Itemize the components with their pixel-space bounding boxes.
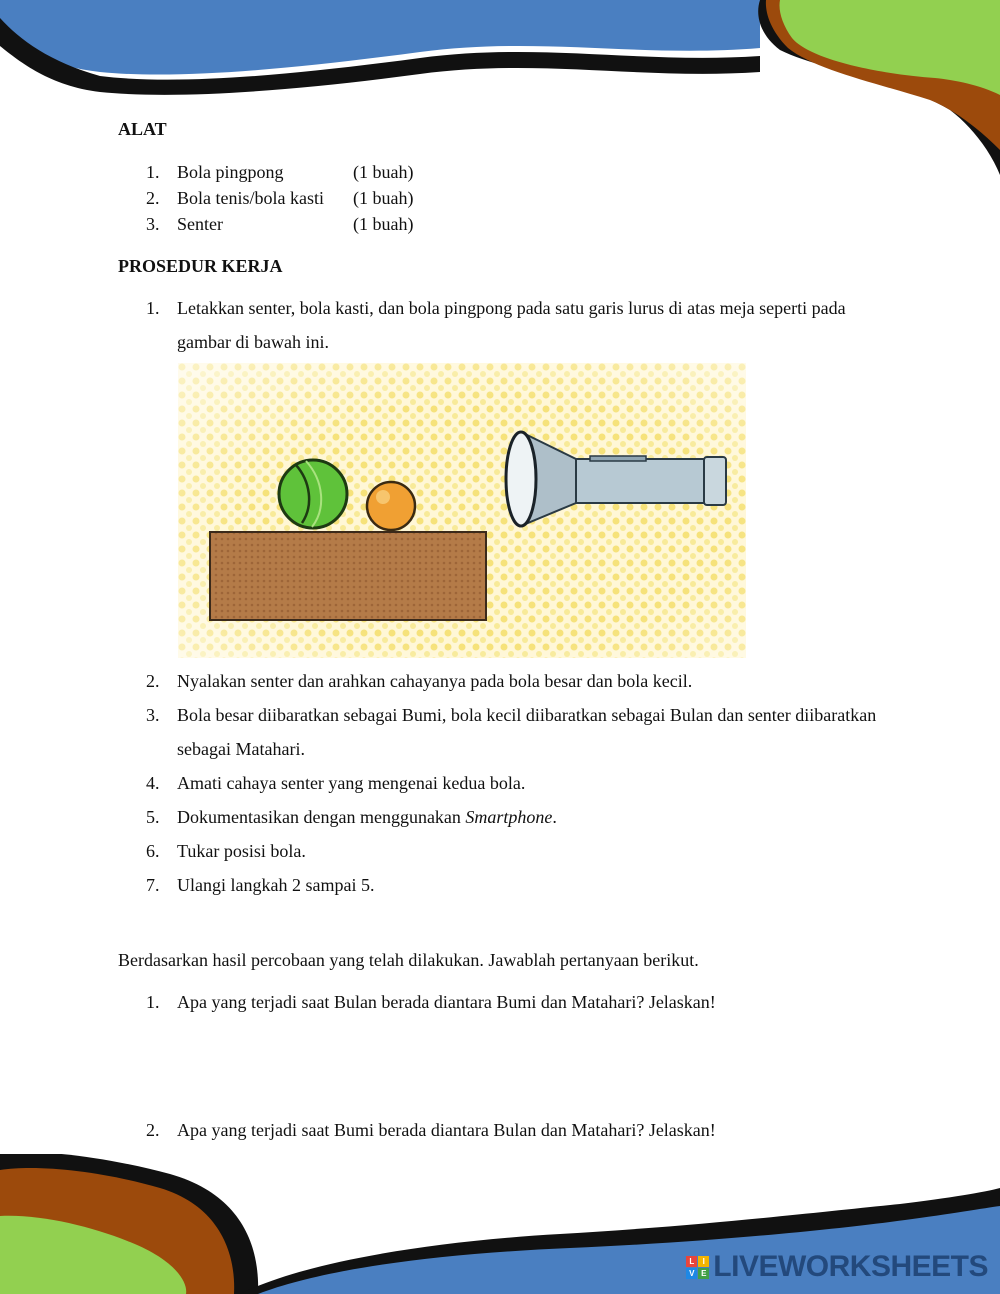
- question-text: Apa yang terjadi saat Bumi berada diantara Bulan dan Matahari? Jelaskan!: [177, 1120, 716, 1140]
- list-item: 5. Dokumentasikan dengan menggunakan Smartphone.: [146, 807, 557, 827]
- alat-item: 3. Senter (1 buah): [118, 211, 413, 237]
- alat-item-name: Bola pingpong: [177, 162, 284, 182]
- alat-item-qty: (1 buah): [353, 188, 414, 208]
- alat-item-name: Bola tenis/bola kasti: [177, 188, 324, 208]
- step-text: Tukar posisi bola.: [177, 841, 306, 861]
- alat-item-qty: (1 buah): [353, 214, 414, 234]
- step-text: Ulangi langkah 2 sampai 5.: [177, 875, 375, 895]
- question-item: 1. Apa yang terjadi saat Bulan berada diantara Bumi dan Matahari? Jelaskan!: [146, 992, 716, 1012]
- questions-intro: Berdasarkan hasil percobaan yang telah dilakukan. Jawablah pertanyaan berikut.: [118, 950, 699, 970]
- list-item: 3. Bola besar diibaratkan sebagai Bumi, bola kecil diibaratkan sebagai Bulan dan senter diibaratkan sebagai Matahari.: [146, 705, 877, 759]
- step-text: Dokumentasikan dengan menggunakan: [177, 807, 466, 827]
- alat-item: 1. Bola pingpong (1 buah): [118, 159, 413, 185]
- prosedur-steps: [118, 664, 878, 902]
- alat-heading: ALAT: [118, 119, 167, 139]
- step-text: Bola besar diibaratkan sebagai Bumi, bola kecil diibaratkan sebagai Bulan dan senter diibaratkan sebagai Matahari.: [177, 705, 877, 759]
- liveworksheets-logo: [686, 1250, 988, 1284]
- logo-icon: L I V E: [686, 1256, 709, 1279]
- step-text-italic: Smartphone: [465, 807, 553, 827]
- table-block: [210, 532, 486, 620]
- step-text: Nyalakan senter dan arahkan cahayanya pada bola besar dan bola kecil.: [177, 671, 693, 691]
- experiment-illustration: [178, 363, 746, 658]
- list-item: 2. Nyalakan senter dan arahkan cahayanya pada bola besar dan bola kecil.: [146, 671, 693, 691]
- list-item: 7. Ulangi langkah 2 sampai 5.: [146, 875, 375, 895]
- pingpong-ball: [367, 482, 415, 530]
- logo-text: LIVEWORKSHEETS: [713, 1250, 988, 1283]
- list-item: 1. Letakkan senter, bola kasti, dan bola pingpong pada satu garis lurus di atas meja seperti pada gambar di bawah ini.: [146, 298, 846, 352]
- question-2: [118, 1117, 878, 1143]
- alat-item: 2. Bola tenis/bola kasti (1 buah): [118, 185, 413, 211]
- prosedur-step-1: [118, 291, 878, 359]
- alat-item-name: Senter: [177, 214, 223, 234]
- prosedur-heading: PROSEDUR KERJA: [118, 256, 283, 276]
- question-item: 2. Apa yang terjadi saat Bumi berada diantara Bulan dan Matahari? Jelaskan!: [146, 1120, 716, 1140]
- step-text: Amati cahaya senter yang mengenai kedua bola.: [177, 773, 526, 793]
- step-text: Letakkan senter, bola kasti, dan bola pingpong pada satu garis lurus di atas meja seperti pada gambar di bawah ini.: [177, 298, 846, 352]
- list-item: 6. Tukar posisi bola.: [146, 841, 306, 861]
- alat-item-qty: (1 buah): [353, 162, 414, 182]
- question-1: [118, 989, 878, 1015]
- tennis-ball: [279, 460, 347, 528]
- list-item: 4. Amati cahaya senter yang mengenai kedua bola.: [146, 773, 526, 793]
- question-text: Apa yang terjadi saat Bulan berada diantara Bumi dan Matahari? Jelaskan!: [177, 992, 716, 1012]
- alat-list: [118, 159, 413, 237]
